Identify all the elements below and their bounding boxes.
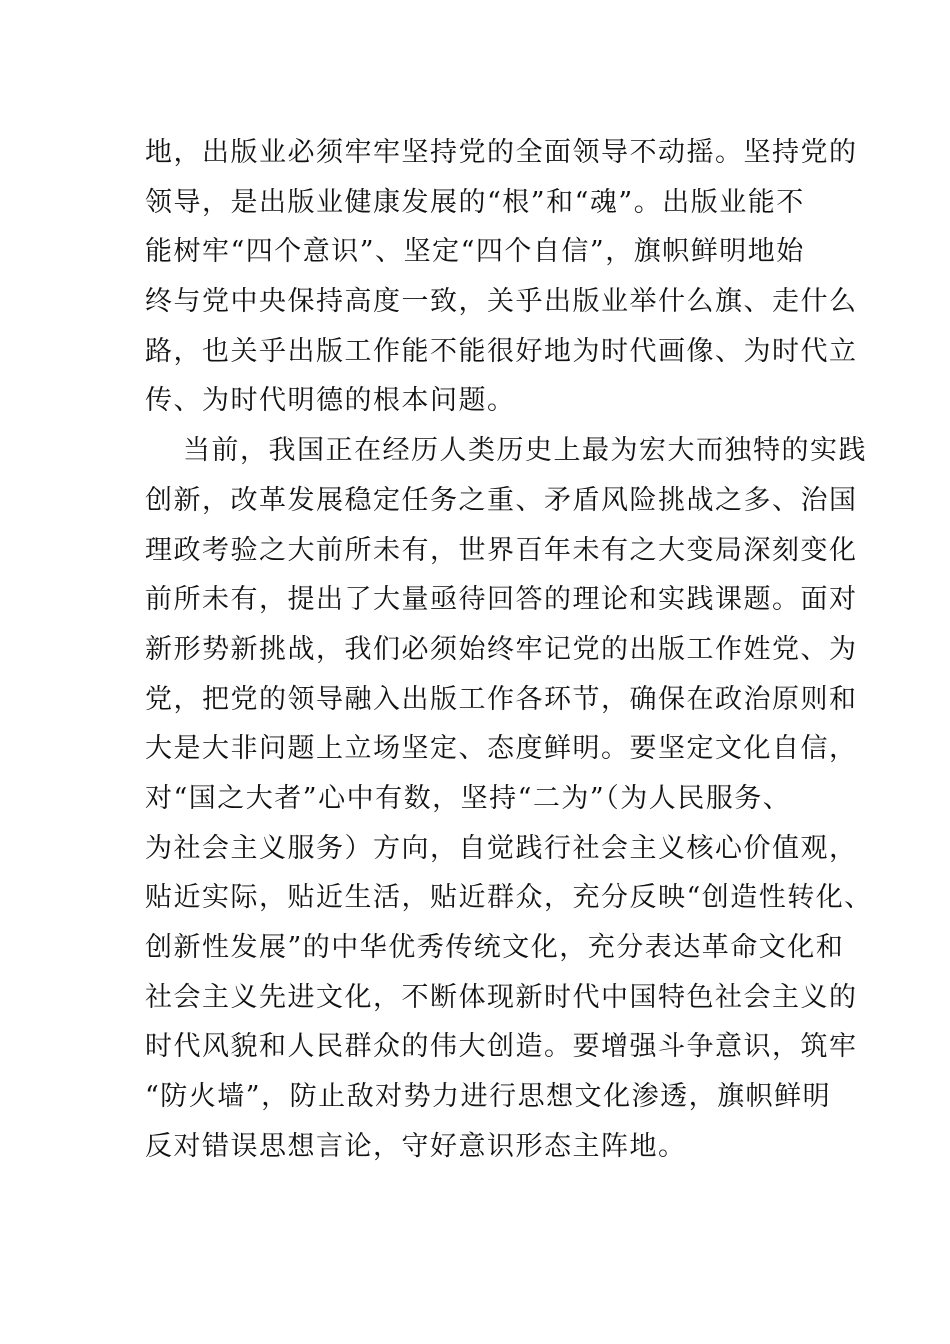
text-line: 传、为时代明德的根本问题。 xyxy=(145,385,516,417)
text-line: 领导，是出版业健康发展的“根”和“魂”。出版业能不 xyxy=(145,186,805,218)
text-line: 理政考验之大前所未有，世界百年未有之大变局深刻变化 xyxy=(145,534,858,566)
text-line: 当前，我国正在经历人类历史上最为宏大而独特的实践 xyxy=(183,435,867,467)
text-line: 时代风貌和人民群众的伟大创造。要增强斗争意识，筑牢 xyxy=(145,1031,858,1063)
text-line: 对“国之大者”心中有数，坚持“二为”（为人民服务、 xyxy=(145,782,792,814)
text-line: 党，把党的领导融入出版工作各环节，确保在政治原则和 xyxy=(145,683,858,715)
text-line: 路，也关乎出版工作能不能很好地为时代画像、为时代立 xyxy=(145,335,858,367)
text-line: 贴近实际，贴近生活，贴近群众，充分反映“创造性转化、 xyxy=(145,882,873,914)
text-line: 为社会主义服务）方向，自觉践行社会主义核心价值观， xyxy=(145,832,858,864)
text-line: 创新性发展”的中华优秀传统文化，充分表达革命文化和 xyxy=(145,932,845,963)
text-line: 创新，改革发展稳定任务之重、矛盾风险挑战之多、治国 xyxy=(145,484,858,516)
body-text xyxy=(145,128,873,1171)
text-line: 地，出版业必须牢牢坚持党的全面领导不动摇。坚持党的 xyxy=(145,137,858,168)
text-line: 前所未有，提出了大量亟待回答的理论和实践课题。面对 xyxy=(145,584,858,616)
paragraph-1 xyxy=(145,128,858,426)
text-line: 终与党中央保持高度一致，关乎出版业举什么旗、走什么 xyxy=(145,286,858,318)
text-line: 新形势新挑战，我们必须始终牢记党的出版工作姓党、为 xyxy=(145,633,858,665)
paragraph-2 xyxy=(145,426,873,1171)
text-line: 反对错误思想言论，守好意识形态主阵地。 xyxy=(145,1130,687,1162)
text-line: 社会主义先进文化，不断体现新时代中国特色社会主义的 xyxy=(145,981,858,1013)
text-line: “防火墙”，防止敌对势力进行思想文化渗透，旗帜鲜明 xyxy=(145,1081,832,1113)
text-line: 大是大非问题上立场坚定、态度鲜明。要坚定文化自信， xyxy=(145,733,858,765)
text-line: 能树牢“四个意识”、坚定“四个自信”，旗帜鲜明地始 xyxy=(145,236,805,268)
